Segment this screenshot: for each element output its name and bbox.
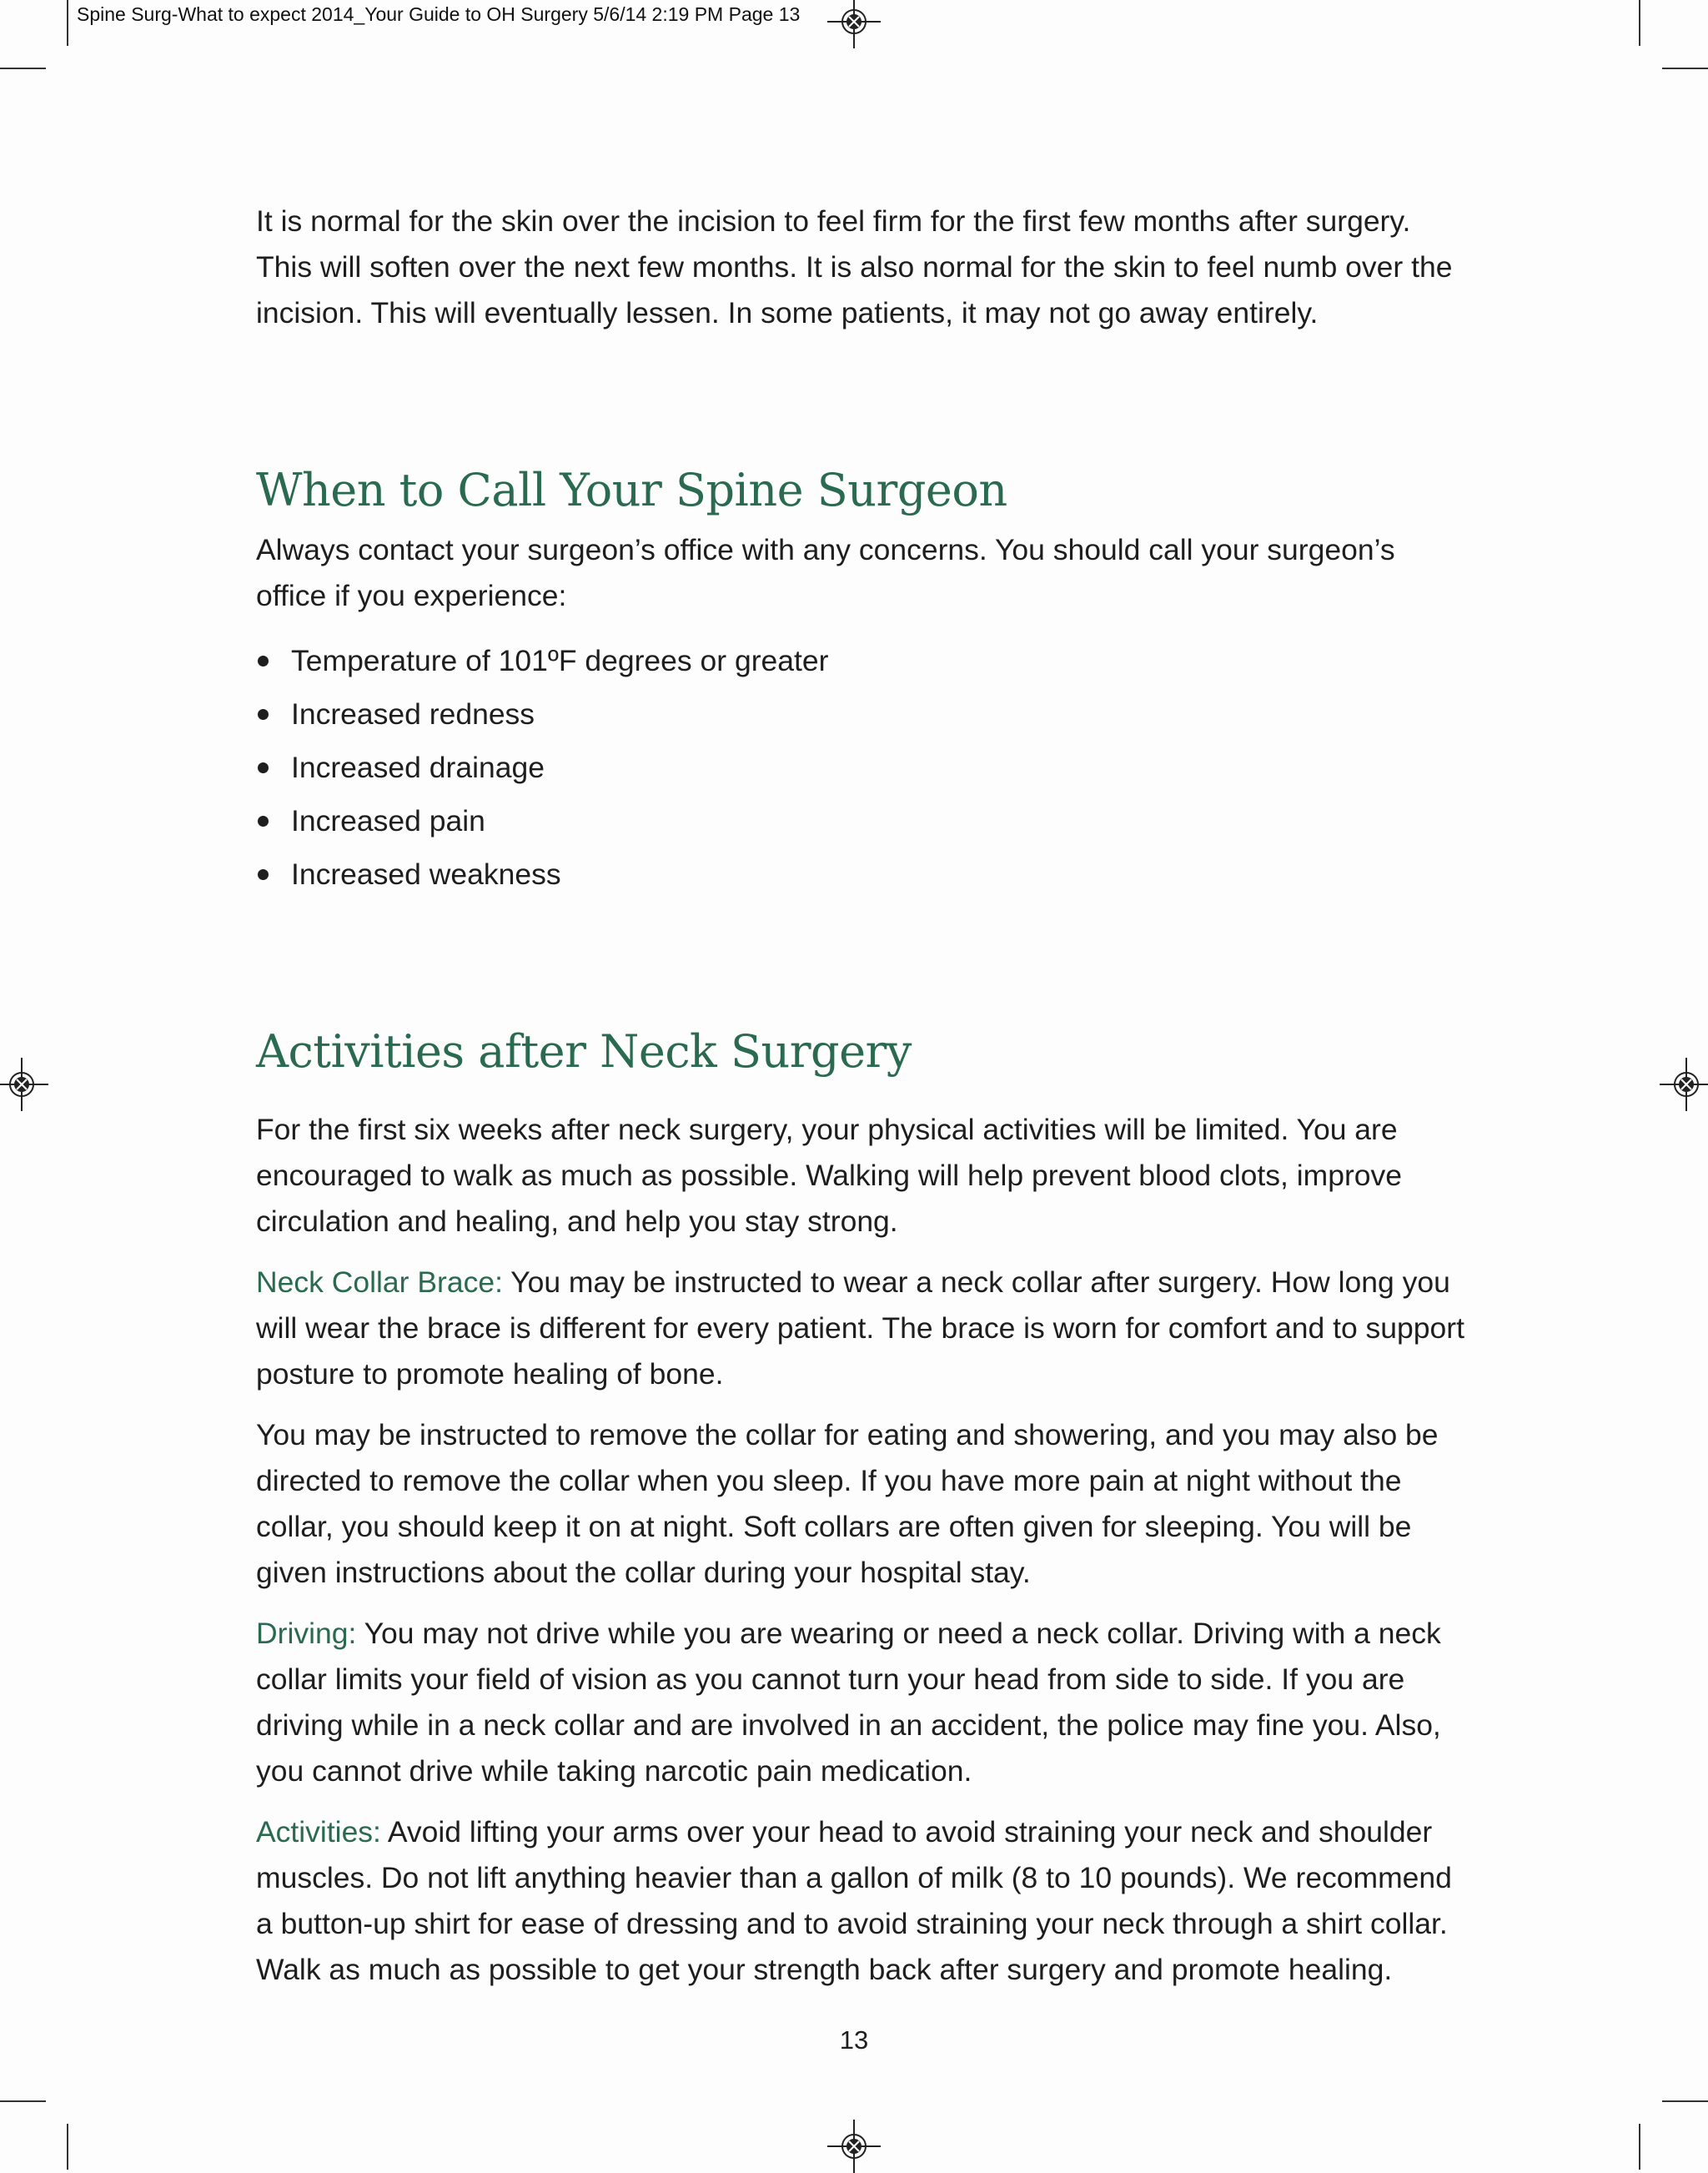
bullet-icon bbox=[258, 816, 269, 827]
intro-paragraph: It is normal for the skin over the incision to feel firm for the first few months after surgery. This will soften over the next few months. It is also normal for the skin to feel numb over the incision. This will eventually lessen. In some patients, it may not go away entirely. bbox=[256, 204, 1453, 329]
neck-collar-paragraph bbox=[256, 1260, 1465, 1397]
activities-paragraph-1: For the first six weeks after neck surgery, your physical activities will be limited. You are encouraged to walk as much as possible. Walking will help prevent blood clots, improve circulation and healing, and help you stay strong. bbox=[256, 1113, 1403, 1238]
call-surgeon-intro: Always contact your surgeon’s office with any concerns. You should call your surgeon’s office if you experience: bbox=[256, 533, 1395, 612]
list-item bbox=[256, 794, 1465, 848]
list-item bbox=[256, 741, 1465, 794]
page-number: 13 bbox=[839, 2025, 869, 2055]
list-item-text: Increased weakness bbox=[291, 858, 561, 891]
bullet-icon bbox=[258, 762, 269, 773]
list-item-text: Increased redness bbox=[291, 697, 535, 731]
driving-text: You may not drive while you are wearing or need a neck collar. Driving with a neck collar limits your field of vision as you cannot turn your head from side to side. If you are driving while in a neck collar and are involved in an accident, the police may fine you. Also, you cannot drive while taking narcotic pain medication. bbox=[256, 1617, 1441, 1788]
bullet-icon bbox=[258, 656, 269, 666]
registration-mark-top-icon bbox=[827, 0, 881, 48]
crop-mark-top-right-h bbox=[1662, 68, 1708, 69]
list-item-text: Increased pain bbox=[291, 804, 485, 838]
collar-removal-paragraph: You may be instructed to remove the collar for eating and showering, and you may also be directed to remove the collar when you sleep. If you have more pain at night without the collar, you should keep it on at night. Soft collars are often given for sleeping. You will be given instructions about the collar during your hospital stay. bbox=[256, 1418, 1439, 1589]
page-content bbox=[256, 199, 1465, 1993]
crop-mark-bottom-left-v bbox=[67, 2124, 68, 2170]
printer-slug-line: Spine Surg-What to expect 2014_Your Guide to OH Surgery 5/6/14 2:19 PM Page 13 bbox=[77, 3, 801, 25]
crop-mark-top-left-v bbox=[67, 0, 68, 46]
crop-mark-top-right-v bbox=[1639, 0, 1640, 46]
crop-mark-bottom-right-v bbox=[1639, 2124, 1640, 2170]
list-item bbox=[256, 634, 1465, 687]
driving-paragraph bbox=[256, 1611, 1465, 1794]
call-surgeon-heading: When to Call Your Spine Surgeon bbox=[256, 464, 1007, 516]
activities-heading: Activities after Neck Surgery bbox=[256, 1025, 912, 1078]
crop-mark-bottom-left-h bbox=[0, 2100, 46, 2102]
driving-lead: Driving: bbox=[256, 1617, 357, 1650]
crop-mark-top-left-h bbox=[0, 68, 46, 69]
bullet-icon bbox=[258, 869, 269, 880]
registration-mark-bottom-icon bbox=[827, 2120, 881, 2173]
list-item bbox=[256, 848, 1465, 901]
activities-lead: Activities: bbox=[256, 1815, 381, 1849]
list-item bbox=[256, 687, 1465, 741]
neck-collar-lead: Neck Collar Brace: bbox=[256, 1265, 503, 1299]
neck-collar-text: You may be instructed to wear a neck collar after surgery. How long you will wear the brace is different for every patient. The brace is worn for comfort and to support posture to promote healing of bone. bbox=[256, 1265, 1464, 1391]
symptom-list bbox=[256, 634, 1465, 901]
activities-text: Avoid lifting your arms over your head to avoid straining your neck and shoulder muscles. Do not lift anything heavier than a gallon of milk (8 to 10 pounds). We recommend a button-up shirt for ease of dressing and to avoid straining your neck through a shirt collar. Walk as much as possible to get your strength back after surgery and promote healing. bbox=[256, 1815, 1452, 1986]
registration-mark-left-icon bbox=[0, 1058, 48, 1111]
crop-mark-bottom-right-h bbox=[1662, 2100, 1708, 2102]
activities-restrictions-paragraph bbox=[256, 1809, 1465, 1993]
list-item-text: Temperature of 101ºF degrees or greater bbox=[291, 644, 829, 677]
list-item-text: Increased drainage bbox=[291, 751, 545, 784]
registration-mark-right-icon bbox=[1660, 1058, 1708, 1111]
bullet-icon bbox=[258, 709, 269, 720]
